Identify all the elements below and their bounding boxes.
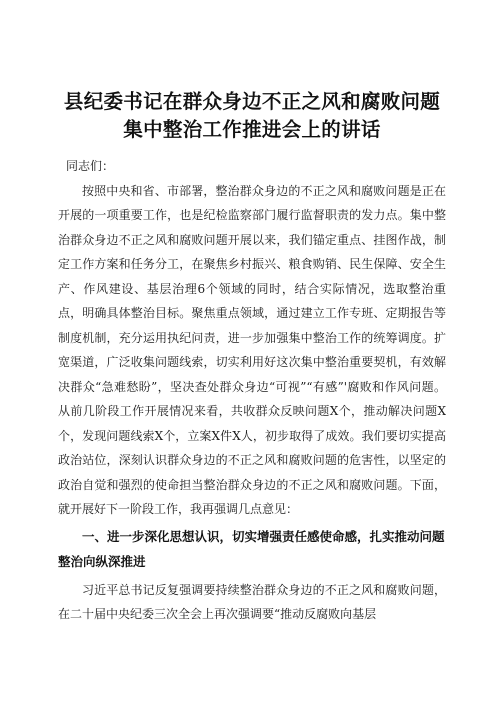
body-paragraph: 按照中央和省、市部署，整治群众身边的不正之风和腐败问题是正在开展的一项重要工作，也是纪检监察部门履行监督职责的发力点。集中整治群众身边不正之风和腐败问题开展以来，我们锚定重点、挂图作战，制定工作方案和任务分工，在聚焦乡村振兴、粮食购销、民生保障、安全生产、作风建设、基层治理6个领域的同时，结合实际情况，选取整治重点，明确具体整治目标。聚焦重点领域，通过建立工作专班、定期报告等制度机制，充分运用执纪问责，进一步加强集中整治工作的统筹调度。扩宽渠道，广泛收集问题线索，切实利用好这次集中整治重要契机，有效解决群众“急难愁盼”，坚决查处群众身边“可视”“有感”'腐败和作风问题。从前几阶段工作开展情况来看，共收群众反映问题X个，推动解决问题X个，发现问题线索X个，立案X件X人，初步取得了成效。我们要切实提高政治站位，深刻认识群众身边的不正之风和腐败问题的危害性，以坚定的政治自觉和强烈的使命担当整治群众身边的不正之风和腐败问题。下面，就开展好下一阶段工作，我再强调几点意见： [58,183,446,516]
body-paragraph: 习近平总书记反复强调要持续整治群众身边的不正之风和腐败问题，在二十届中央纪委三次全会上再次强调要“推动反腐败向基层 [58,582,446,621]
salutation: 同志们： [66,159,115,173]
document-title: 县纪委书记在群众身边不正之风和腐败问题集中整治工作推进会上的讲话 [63,90,441,141]
section-heading: 一、进一步深化思想认识，切实增强责任感使命感，扎实推动问题整治向纵深推进 [58,528,445,569]
